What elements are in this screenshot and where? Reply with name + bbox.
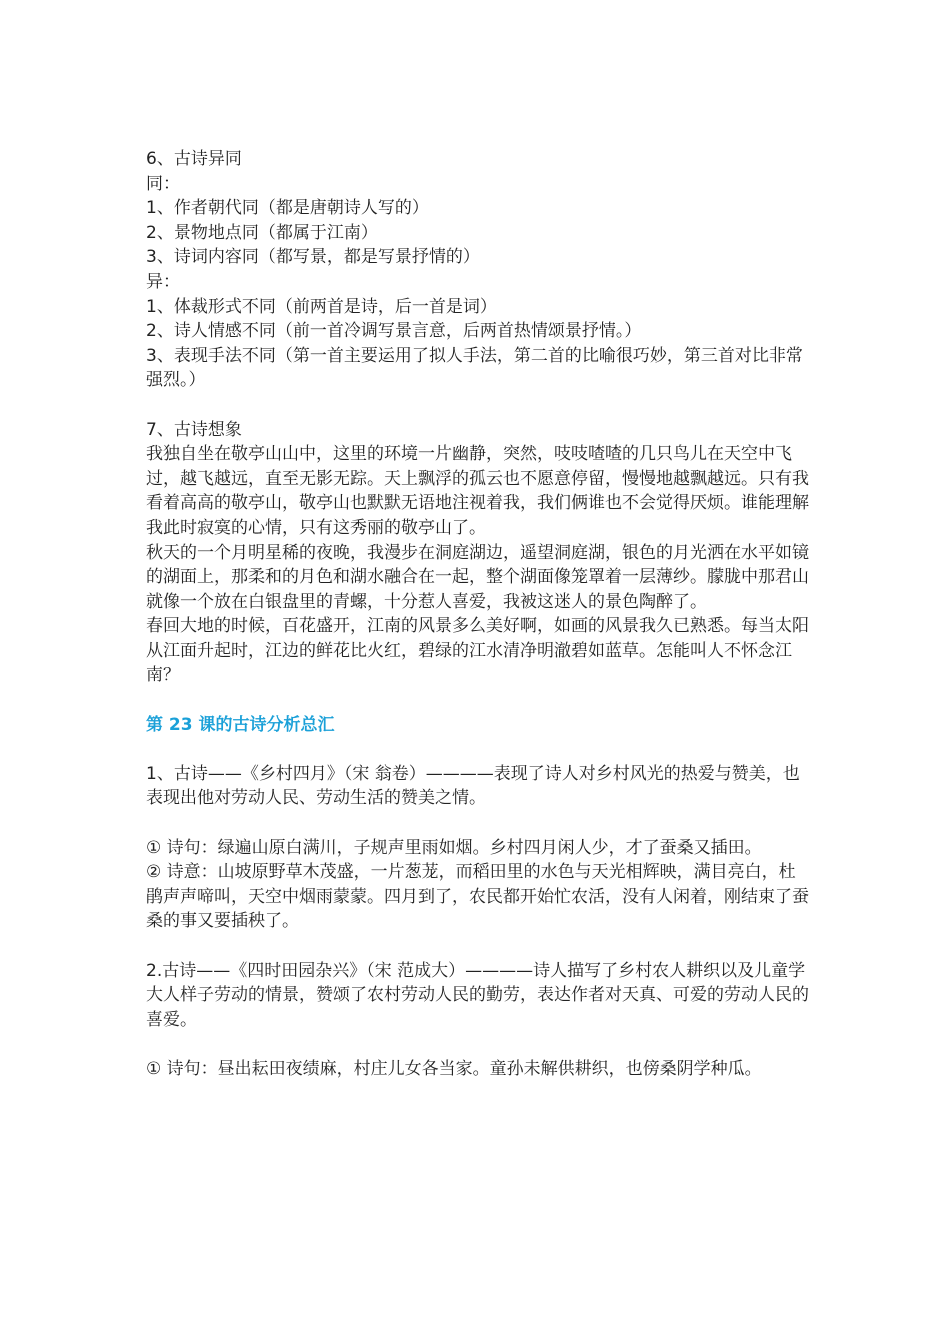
spacer [146,737,811,762]
spacer [146,934,811,959]
poem1-verse: ① 诗句：绿遍山原白满川，子规声里雨如烟。乡村四月闲人少，才了蚕桑又插田。 [146,837,762,858]
spacer [146,1032,811,1057]
spacer [146,393,811,418]
same-item: 2、景物地点同（都属于江南） [146,222,378,243]
diff-item: 2、诗人情感不同（前一首冷调写景言意，后两首热情颂景抒情。） [146,321,642,342]
same-item: 3、诗词内容同（都写景，都是写景抒情的） [146,247,480,268]
same-item: 1、作者朝代同（都是唐朝诗人写的） [146,198,429,219]
imagination-paragraph: 春回大地的时候，百花盛开，江南的风景多么美好啊，如画的风景我久已熟悉。每当太阳从江面升起时，江边的鲜花比火红，碧绿的江水清净明澈碧如蓝草。怎能叫人不怀念江南？ [146,616,809,686]
document-page [146,147,811,1082]
imagination-paragraph: 我独自坐在敬亭山山中，这里的环境一片幽静，突然，吱吱喳喳的几只鸟儿在天空中飞过，越飞越远，直至无影无踪。天上飘浮的孤云也不愿意停留，慢慢地越飘越远。只有我看着高高的敬亭山，敬亭山也默默无语地注视着我，我们俩谁也不会觉得厌烦。谁能理解我此时寂寞的心情，只有这秀丽的敬亭山了。 [146,444,809,538]
spacer [146,811,811,836]
diff-item: 3、表现手法不同（第一首主要运用了拟人手法，第二首的比喻很巧妙，第三首对比非常强烈。） [146,345,803,391]
imagination-paragraph: 秋天的一个月明星稀的夜晚，我漫步在洞庭湖边，遥望洞庭湖，银色的月光洒在水平如镜的湖面上，那柔和的月色和湖水融合在一起，整个湖面像笼罩着一层薄纱。朦胧中那君山就像一个放在白银盘里的青螺，十分惹人喜爱，我被这迷人的景色陶醉了。 [146,542,809,612]
poem2-summary: 2.古诗——《四时田园杂兴》（宋 范成大）————诗人描写了乡村农人耕织以及儿童学大人样子劳动的情景，赞颂了农村劳动人民的勤劳，表达作者对天真、可爱的劳动人民的喜爱。 [146,960,809,1030]
section7-heading: 7、古诗想象 [146,419,242,440]
spacer [146,688,811,713]
poem1-summary: 1、古诗——《乡村四月》（宋 翁卷）————表现了诗人对乡村风光的热爱与赞美，也表现出他对劳动人民、劳动生活的赞美之情。 [146,763,800,809]
diff-item: 1、体裁形式不同（前两首是诗，后一首是词） [146,296,497,317]
section6-heading: 6、古诗异同 [146,149,242,169]
same-label: 同： [146,173,180,194]
diff-label: 异： [146,271,180,292]
poem1-meaning: ② 诗意：山坡原野草木茂盛，一片葱茏，而稻田里的水色与天光相辉映，满目亮白，杜鹃声声啼叫，天空中烟雨蒙蒙。四月到了，农民都开始忙农活，没有人闲着，刚结束了蚕桑的事又要插秧了。 [146,862,809,932]
lesson23-title: 第 23 课的古诗分析总汇 [146,714,335,735]
poem2-verse: ① 诗句：昼出耘田夜绩麻，村庄儿女各当家。童孙未解供耕织，也傍桑阴学种瓜。 [146,1058,762,1079]
